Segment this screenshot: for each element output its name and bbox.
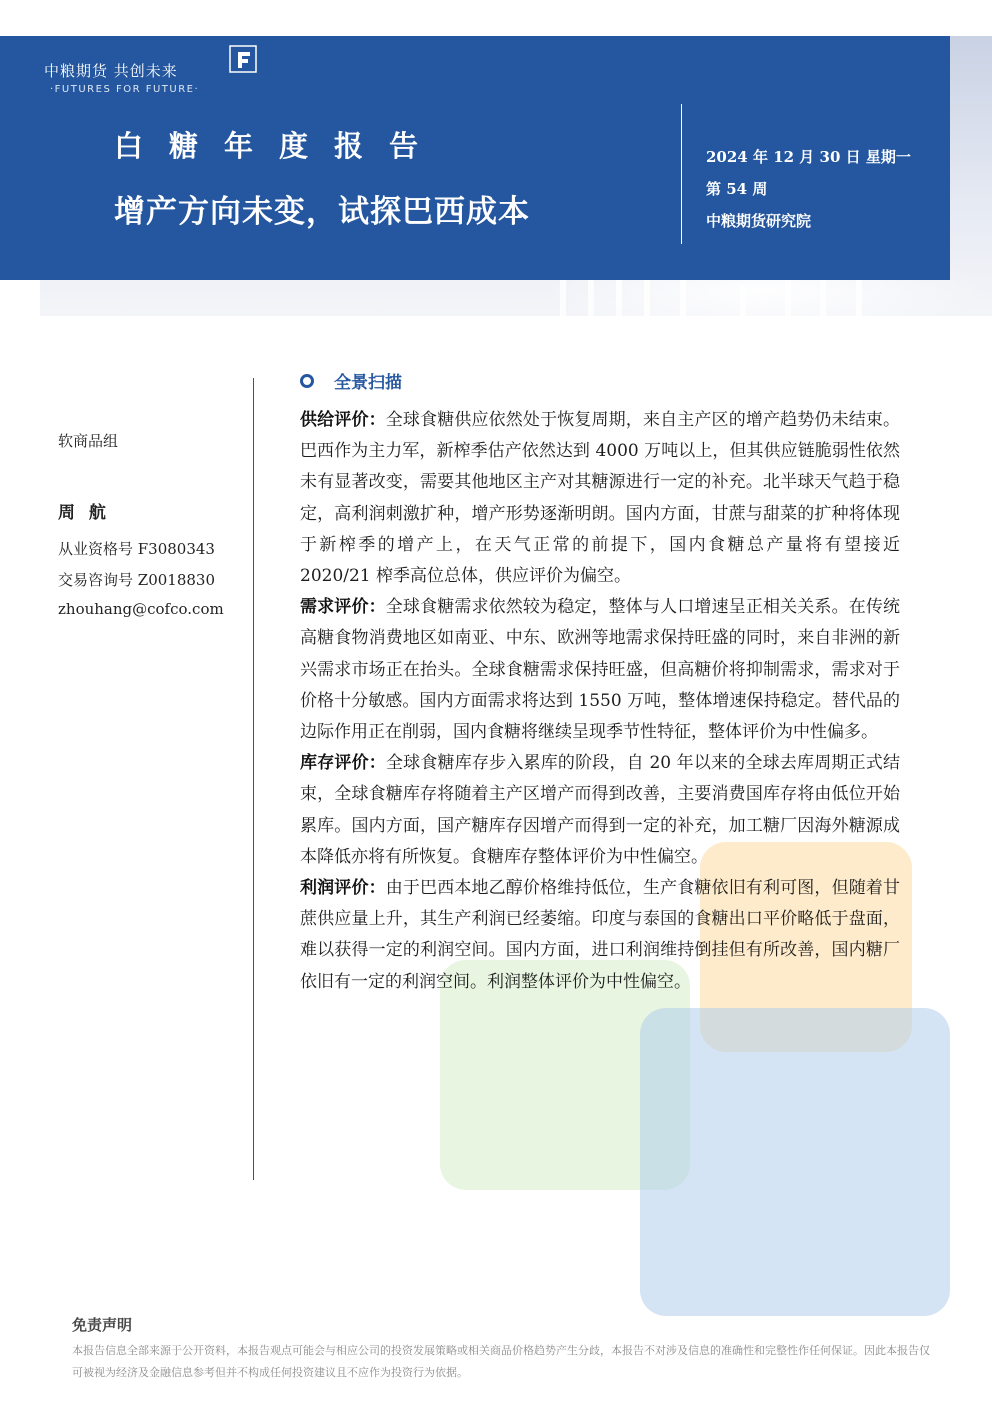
paragraph-inventory	[300, 748, 900, 873]
paragraph-label: 库存评价：	[300, 753, 386, 774]
paragraph-label: 供给评价：	[300, 410, 386, 430]
paragraph-demand	[300, 592, 900, 748]
report-week: 第 54 周	[706, 180, 768, 198]
paragraph-text: 由于巴西本地乙醇价格维持低位，生产食糖依旧有利可图，但随着甘蔗供应量上升，其生产利润已经萎缩。印度与泰国的食糖出口平价略低于盘面，难以获得一定的利润空间。国内方面，进口利润维持倒挂但有所改善，国内糖厂依旧有一定的利润空间。利润整体评价为中性偏空。	[300, 878, 901, 992]
group-name: 软商品组	[58, 432, 119, 450]
institute-name: 中粮期货研究院	[706, 212, 812, 230]
paragraph-supply	[300, 405, 900, 592]
paragraph-label: 利润评价：	[300, 878, 386, 899]
analyst-email[interactable]: zhouhang@cofco.com	[58, 600, 224, 618]
circle-bullet-icon	[300, 374, 314, 388]
section-title: 全景扫描	[334, 373, 402, 393]
paragraph-label: 需求评价：	[300, 597, 386, 618]
disclaimer-title: 免责声明	[72, 1316, 133, 1334]
paragraph-text: 全球食糖需求依然较为稳定，整体与人口增速呈正相关关系。在传统高糖食物消费地区如南亚、中东、欧洲等地需求保持旺盛的同时，来自非洲的新兴需求市场正在抬头。全球食糖需求保持旺盛，但高糖价将抑制需求，需求对于价格十分敏感。国内方面需求将达到 1550 万吨，整体增速保持稳定。替代品的边际作用正在削弱，国内食糖将继续呈现季节性特征，整体评价为中性偏多。	[300, 597, 901, 743]
paragraph-text: 全球食糖供应依然处于恢复周期，来自主产区的增产趋势仍未结束。巴西作为主力军，新榨季估产依然达到 4000 万吨以上，但其供应链脆弱性依然未有显著改变，需要其他地区主产对其糖源进行一定的补充。北半球天气趋于稳定，高利润刺激扩种，增产形势逐渐明朗。国内方面，甘蔗与甜菜的扩种将体现于新榨季的增产上，在天气正常的前提下，国内食糖总产量将有望接近 2020/21 榨季高位总体，供应评价为偏空。	[300, 410, 901, 587]
column-divider	[253, 378, 254, 1180]
report-title: 增产方向未变，试探巴西成本	[114, 194, 530, 230]
logo-slogan: ·FUTURES FOR FUTURE·	[50, 84, 200, 95]
paragraph-text: 全球食糖库存步入累库的阶段，自 20 年以来的全球去库周期正式结束，全球食糖库存将随着主产区增产而得到改善，主要消费国库存将由低位开始累库。国内方面，国产糖库存因增产而得到一定的补充，加工糖厂因海外糖源成本降低亦将有所恢复。食糖库存整体评价为中性偏空。	[300, 753, 900, 867]
analyst-name: 周 航	[58, 503, 110, 523]
overview-body	[300, 405, 900, 998]
report-date: 2024 年 12 月 30 日 星期一	[706, 148, 911, 166]
disclaimer-text: 本报告信息全部来源于公开资料，本报告观点可能会与相应公司的投资发展策略或相关商品价格趋势产生分歧，本报告不对涉及信息的准确性和完整性作任何保证。因此本报告仅可被视为经济及金融信息参考但并不构成任何投资建议且不应作为投资行为依据。	[72, 1344, 930, 1379]
report-type: 白糖年度报告	[114, 129, 445, 163]
license-number: 从业资格号 F3080343	[58, 540, 215, 558]
header-divider	[681, 104, 682, 244]
decor-blue-square	[640, 1008, 950, 1316]
paragraph-profit	[300, 873, 900, 998]
company-logo-icon	[228, 44, 258, 74]
consult-number: 交易咨询号 Z0018830	[58, 571, 215, 589]
logo-text: 中粮期货 共创未来	[44, 62, 178, 80]
